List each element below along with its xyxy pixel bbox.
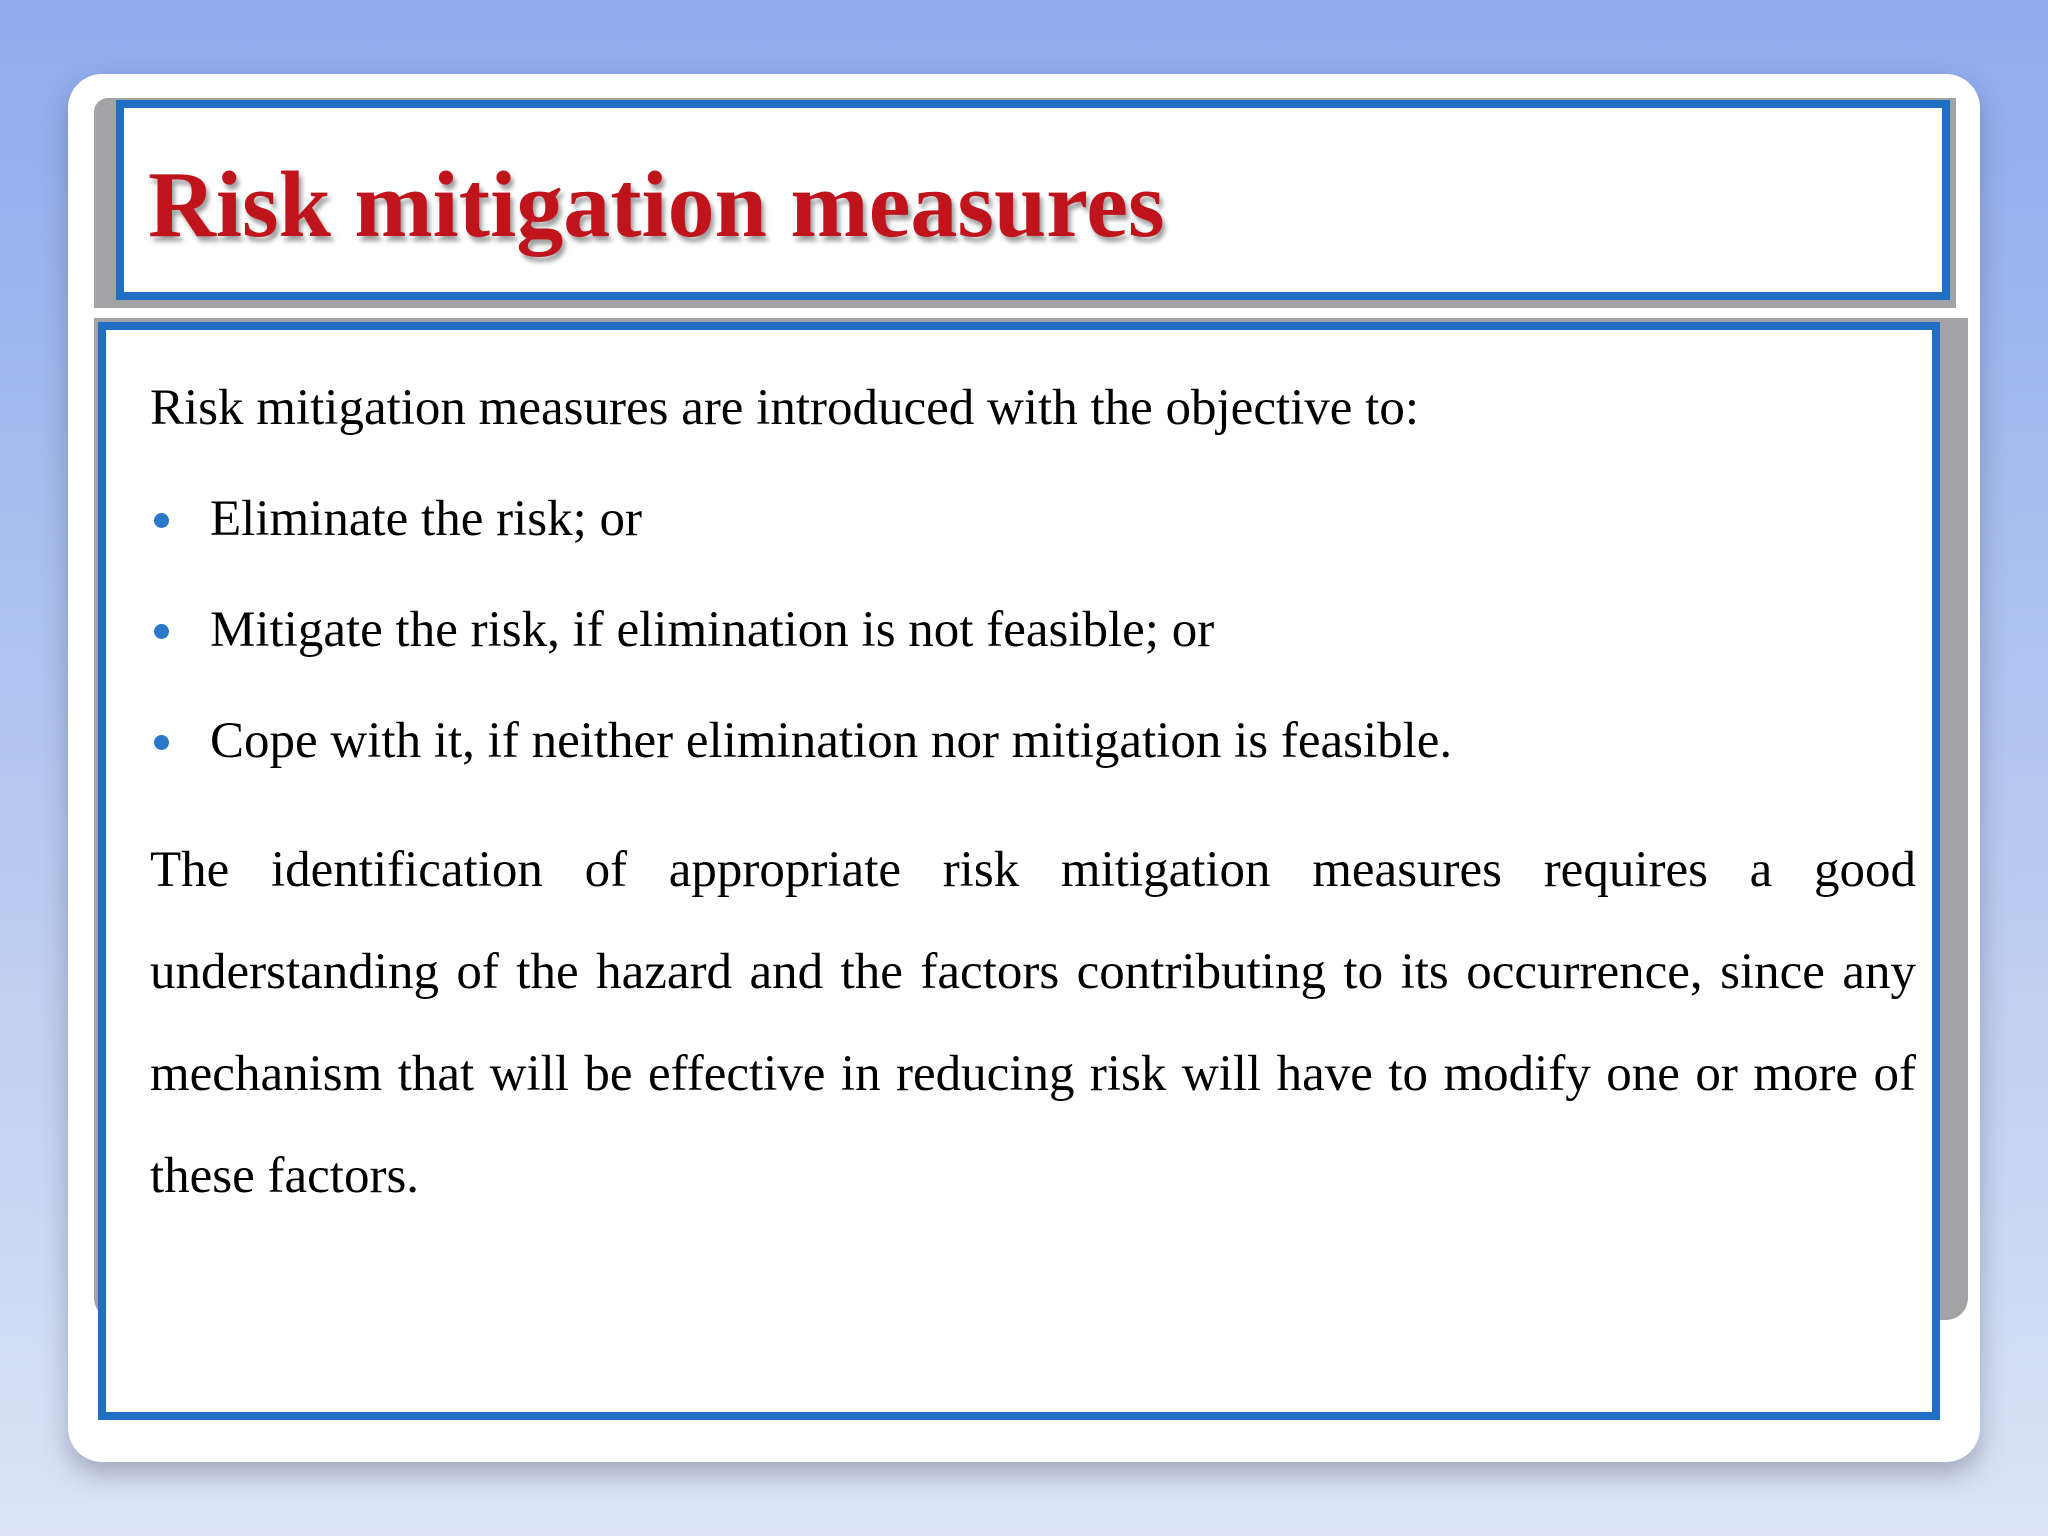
bullet-text: Mitigate the risk, if elimination is not feasible; or — [210, 602, 1215, 658]
bullet-dot-icon — [154, 513, 169, 528]
title-box — [116, 100, 1950, 300]
bullet-text: Eliminate the risk; or — [210, 491, 642, 547]
bullet-list — [150, 487, 1916, 773]
content-body — [150, 376, 1916, 1227]
bullet-item — [150, 709, 1916, 773]
content-box — [98, 322, 1940, 1420]
body-paragraph: The identification of appropriate risk mitigation measures requires a good understanding of the hazard and the factors contributing to its occurrence, since any mechanism that will be effective in reducing risk will have to modify one or more of these factors. — [150, 842, 1916, 1204]
slide-title: Risk mitigation measures — [148, 153, 1165, 257]
bullet-item — [150, 598, 1916, 662]
bullet-item — [150, 487, 1916, 551]
bullet-dot-icon — [154, 624, 169, 639]
bullet-text: Cope with it, if neither elimination nor mitigation is feasible. — [210, 713, 1453, 769]
bullet-dot-icon — [154, 735, 169, 750]
intro-text: Risk mitigation measures are introduced with the objective to: — [150, 380, 1420, 436]
